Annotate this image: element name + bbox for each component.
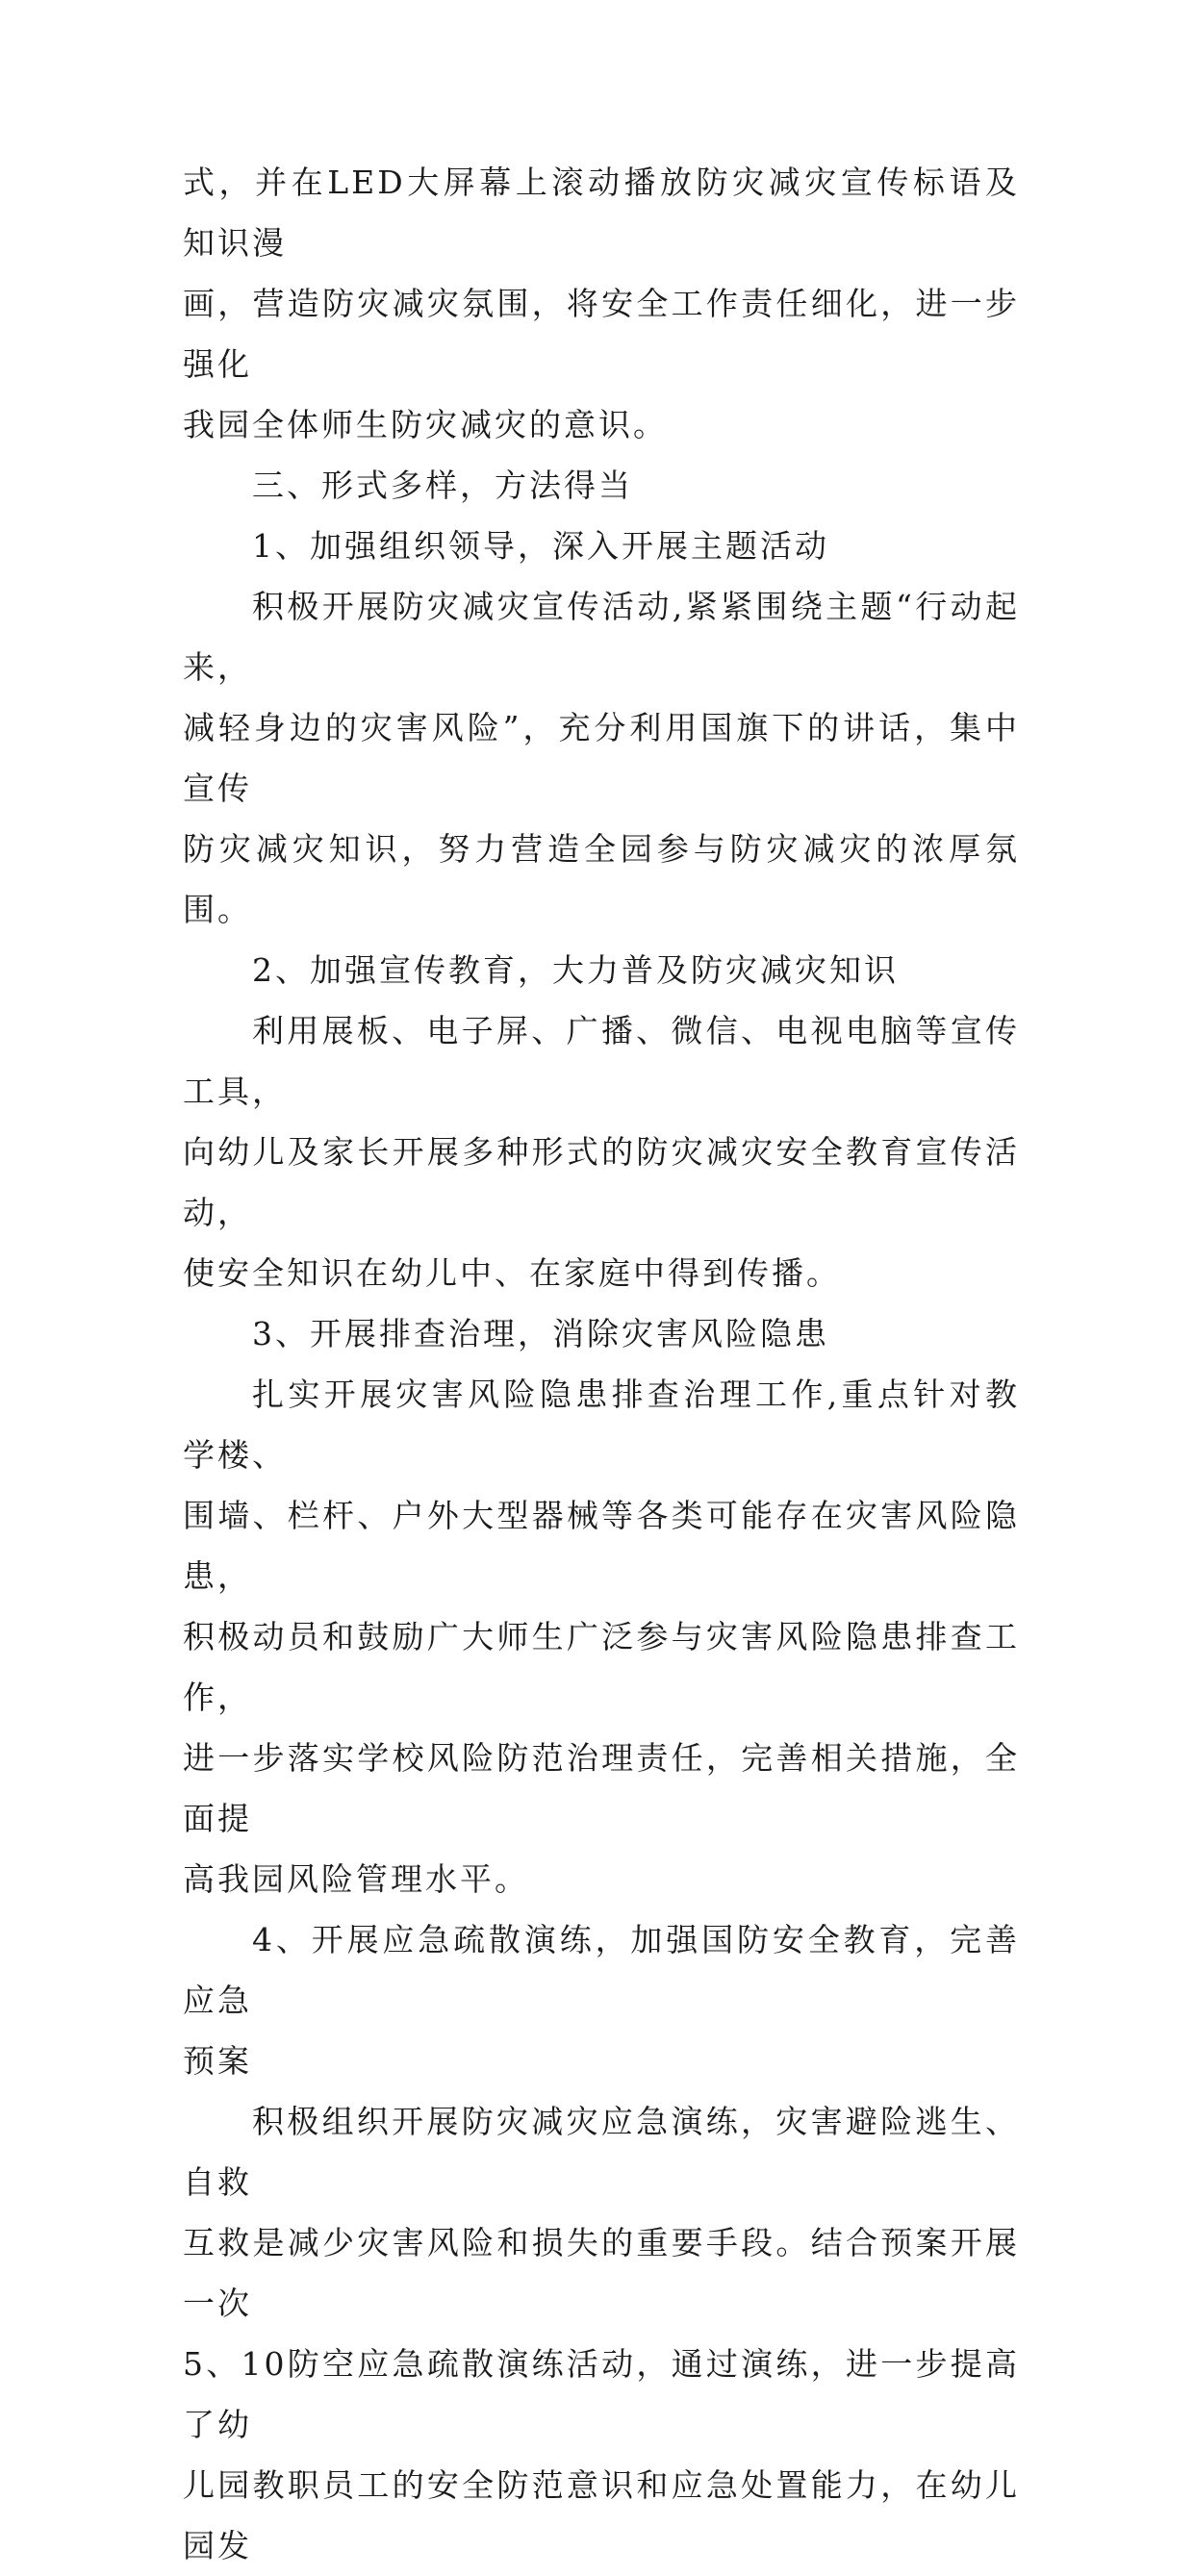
text-line: 使安全知识在幼儿中、在家庭中得到传播。	[183, 1254, 841, 1292]
text-line: 积极动员和鼓励广大师生广泛参与灾害风险隐患排查工作，	[183, 1618, 1020, 1716]
text-line: 预案	[183, 2042, 252, 2080]
text-line: 式，并在LED大屏幕上滚动播放防灾减灾宣传标语及知识漫	[183, 164, 1020, 262]
subsection-heading	[183, 1909, 1020, 2091]
paragraph	[183, 152, 1020, 455]
text-line: 扎实开展灾害风险隐患排查治理工作,重点针对教学楼、	[183, 1376, 1020, 1474]
text-line: 高我园风险管理水平。	[183, 1860, 529, 1898]
document-page	[183, 152, 1020, 2576]
text-line: 3、开展排查治理，消除灾害风险隐患	[252, 1315, 829, 1352]
paragraph	[183, 2091, 1020, 2576]
text-line: 儿园教职员工的安全防范意识和应急处置能力，在幼儿园发	[183, 2466, 1020, 2564]
text-line: 画，营造防灾减灾氛围，将安全工作责任细化，进一步强化	[183, 285, 1020, 383]
text-line: 5、10防空应急疏散演练活动，通过演练，进一步提高了幼	[183, 2345, 1020, 2443]
text-line: 减轻身边的灾害风险”，充分利用国旗下的讲话，集中宣传	[183, 709, 1020, 807]
subsection-heading	[183, 1303, 1020, 1364]
text-line: 积极开展防灾减灾宣传活动,紧紧围绕主题“行动起来，	[183, 588, 1020, 686]
subsection-heading	[183, 516, 1020, 576]
text-line: 2、加强宣传教育，大力普及防灾减灾知识	[252, 951, 899, 989]
text-line: 进一步落实学校风险防范治理责任，完善相关措施，全面提	[183, 1739, 1020, 1837]
text-line: 4、开展应急疏散演练，加强国防安全教育，完善应急	[183, 1921, 1020, 2019]
paragraph	[183, 1000, 1020, 1303]
text-line: 围墙、栏杆、户外大型器械等各类可能存在灾害风险隐患，	[183, 1497, 1020, 1595]
text-line: 积极组织开展防灾减灾应急演练，灾害避险逃生、自救	[183, 2103, 1020, 2201]
section-heading	[183, 455, 1020, 516]
text-line: 互救是减少灾害风险和损失的重要手段。结合预案开展一次	[183, 2224, 1020, 2322]
text-line: 三、形式多样，方法得当	[252, 467, 633, 504]
text-line: 利用展板、电子屏、广播、微信、电视电脑等宣传工具，	[183, 1012, 1020, 1110]
paragraph	[183, 1364, 1020, 1909]
subsection-heading	[183, 940, 1020, 1000]
paragraph	[183, 576, 1020, 940]
text-line: 向幼儿及家长开展多种形式的防灾减灾安全教育宣传活动，	[183, 1133, 1020, 1231]
text-line: 1、加强组织领导，深入开展主题活动	[252, 527, 829, 565]
text-line: 我园全体师生防灾减灾的意识。	[183, 406, 668, 443]
text-line: 防灾减灾知识，努力营造全园参与防灾减灾的浓厚氛围。	[183, 830, 1020, 928]
